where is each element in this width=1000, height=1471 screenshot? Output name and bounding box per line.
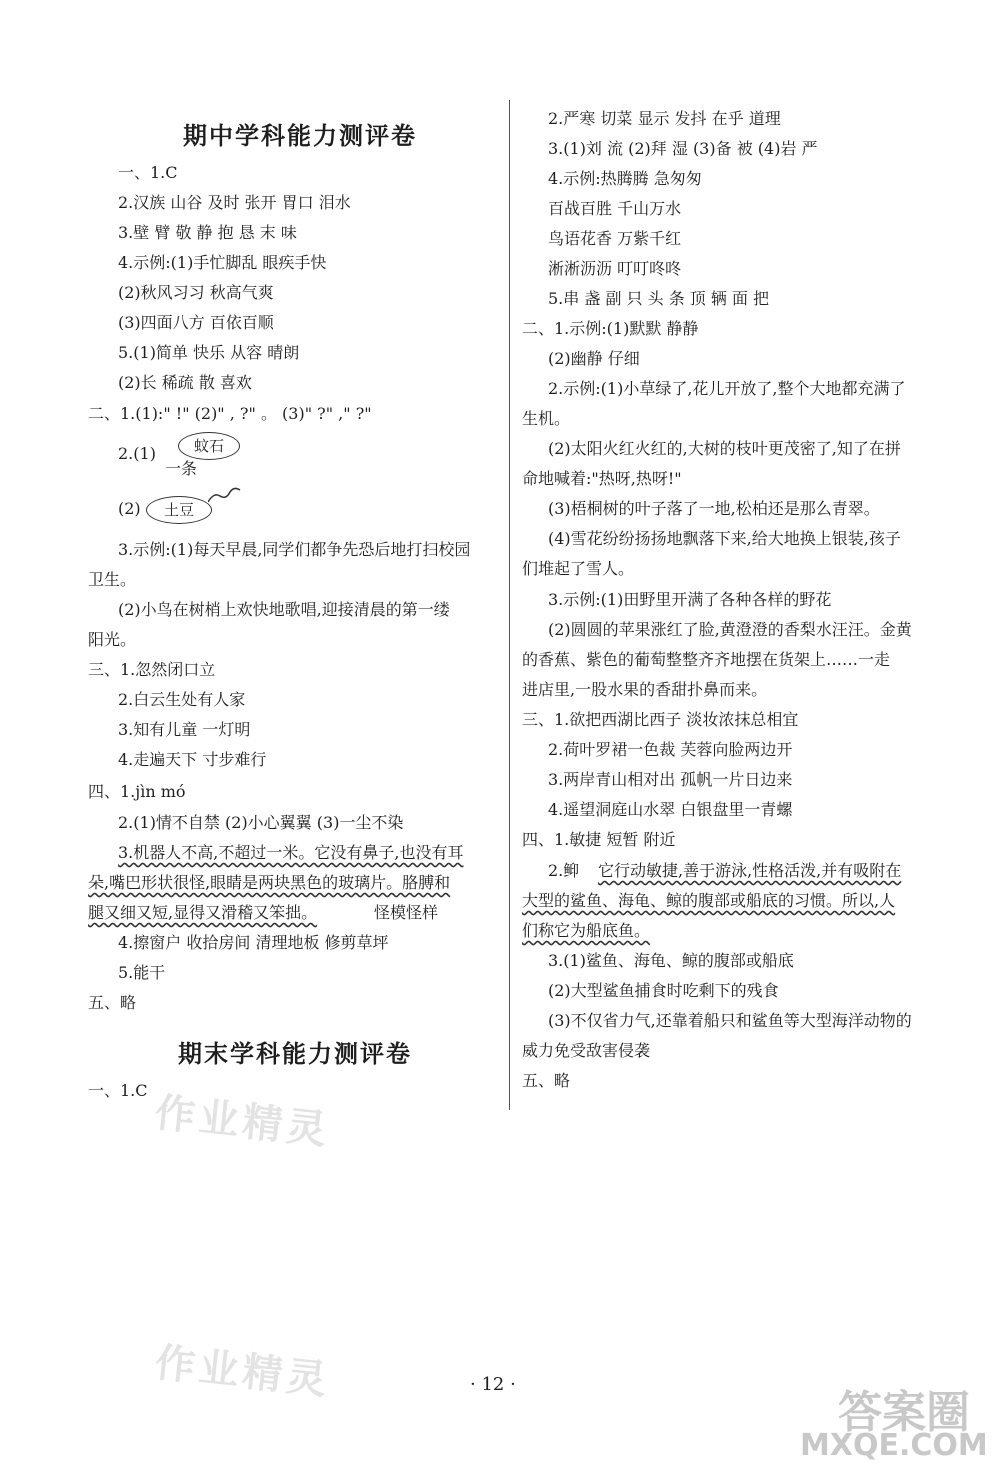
corner-watermark: 答案圈 — [838, 1387, 970, 1438]
answer-line: (2)太阳火红火红的,大树的枝叶更茂密了,知了在拼 — [548, 439, 901, 458]
answer-line: 们堆起了雪人。 — [522, 559, 635, 578]
answer-line: 四、1.jìn mó — [88, 782, 186, 801]
answer-label: (2) — [118, 499, 141, 518]
answer-line: 5.串 盏 副 只 头 条 顶 辆 面 把 — [548, 289, 770, 308]
answer-line: 4.擦窗户 收拾房间 清理地板 修剪草坪 — [118, 933, 389, 952]
corner-watermark-url: MXQE.COM — [800, 1428, 988, 1463]
answer-line: 怪模怪样 — [374, 903, 439, 922]
answer-line: 2.严寒 切菜 显示 发抖 在乎 道理 — [548, 109, 781, 128]
answer-line: 3.两岸青山相对出 孤帆一片日边来 — [548, 770, 793, 789]
answer-line: 3.(1)鲨鱼、海龟、鲸的腹部或船底 — [548, 951, 794, 970]
answer-line: (2)秋风习习 秋高气爽 — [118, 283, 274, 302]
answer-line: 4.示例:(1)手忙脚乱 眼疾手快 — [118, 253, 327, 272]
answer-line: 二、1.示例:(1)默默 静静 — [522, 319, 699, 338]
answer-line: (2)圆圆的苹果涨红了脸,黄澄澄的香梨水汪汪。金黄 — [548, 620, 912, 639]
midterm-title: 期中学科能力测评卷 — [183, 121, 417, 150]
answer-line: 二、1.(1):" !" (2)" , ?" 。 (3)" ?" ," ?" — [88, 404, 372, 423]
underlined-answer: 腿又细又短,显得又滑稽又笨拙。 — [88, 903, 318, 922]
underlined-answer: 朵,嘴巴形状很怪,眼睛是两块黑色的玻璃片。胳膊和 — [88, 873, 451, 892]
answer-line: 威力免受敌害侵袭 — [522, 1041, 651, 1060]
answer-line: (4)雪花纷纷扬扬地飘落下来,给大地换上银装,孩子 — [548, 529, 901, 548]
word-bubble: 土豆 — [146, 496, 212, 524]
answer-line: (2)幽静 仔细 — [548, 349, 640, 368]
bubble-tail-text: 一条 — [165, 459, 198, 478]
underlined-answer: 它行动敏捷,善于游泳,性格活泼,并有吸附在 — [598, 861, 902, 880]
answer-line: 3.壁 臂 敬 静 抱 恳 末 味 — [118, 223, 297, 242]
answer-line: 一、1.C — [118, 163, 178, 182]
answer-line: 五、略 — [522, 1071, 571, 1090]
answer-line: (2)大型鲨鱼捕食时吃剩下的残食 — [548, 981, 779, 1000]
answer-line: 三、1.忽然闭口立 — [88, 660, 216, 679]
answer-line: 五、略 — [88, 993, 137, 1012]
answer-line: 3.知有儿童 一灯明 — [118, 720, 251, 739]
answer-line: 2.汉族 山谷 及时 张开 胃口 泪水 — [118, 193, 351, 212]
answer-line: 3.示例:(1)田野里开满了各种各样的野花 — [548, 590, 832, 609]
answer-line: 命地喊着:"热呀,热呀!" — [522, 469, 682, 488]
underlined-answer: 3.机器人不高,不超过一米。它没有鼻子,也没有耳 — [118, 843, 464, 862]
answer-line: 百战百胜 千山万水 — [548, 199, 682, 218]
answer-line: 2.䲟 — [548, 861, 580, 880]
answer-line: 2.荷叶罗裙一色裁 芙蓉向脸两边开 — [548, 740, 793, 759]
answer-line: (2)长 稀疏 散 喜欢 — [118, 373, 252, 392]
faint-watermark: 作业精灵 — [152, 1088, 333, 1155]
answer-line: 生机。 — [522, 409, 571, 428]
underlined-answer: 们称它为船底鱼。 — [522, 921, 651, 940]
answer-line: 4.示例:热腾腾 急匆匆 — [548, 169, 702, 188]
answer-line: 的香蕉、紫色的葡萄整整齐齐地摆在货架上……一走 — [522, 650, 891, 669]
answer-line: 3.示例:(1)每天早晨,同学们都争先恐后地打扫校园 — [118, 540, 471, 559]
faint-watermark: 作业精灵 — [152, 1338, 333, 1405]
answer-line: (3)不仅省力气,还靠着船只和鲨鱼等大型海洋动物的 — [548, 1011, 912, 1030]
answer-line: 3.(1)刘 流 (2)拜 湿 (3)备 被 (4)岩 严 — [548, 139, 818, 158]
page-number: · 12 · — [470, 1374, 516, 1395]
answer-line: (3)梧桐树的叶子落了一地,松柏还是那么青翠。 — [548, 499, 880, 518]
answer-line: 进店里,一股水果的香甜扑鼻而来。 — [522, 680, 768, 699]
answer-line: 4.遥望洞庭山水翠 白银盘里一青螺 — [548, 800, 793, 819]
answer-line: 2.(1)情不自禁 (2)小心翼翼 (3)一尘不染 — [118, 813, 404, 832]
answer-line: 三、1.欲把西湖比西子 淡妆浓抹总相宜 — [522, 710, 799, 729]
answer-label: 2.(1) — [118, 444, 156, 463]
answer-line: 5.能干 — [118, 963, 166, 982]
answer-line: 2.示例:(1)小草绿了,花儿开放了,整个大地都充满了 — [548, 379, 906, 398]
answer-line: (3)四面八方 百依百顺 — [118, 313, 274, 332]
word-bubble: 蚊石 — [178, 432, 240, 460]
answer-line: 淅淅沥沥 叮叮咚咚 — [548, 259, 682, 278]
answer-line: 一、1.C — [88, 1081, 148, 1100]
column-divider — [509, 100, 510, 1110]
vine-squiggle-icon — [208, 486, 242, 506]
final-exam-title: 期末学科能力测评卷 — [178, 1039, 412, 1068]
answer-line: 4.走遍天下 寸步难行 — [118, 750, 267, 769]
answer-line: 卫生。 — [88, 570, 137, 589]
answer-line: 鸟语花香 万紫千红 — [548, 229, 682, 248]
answer-line: (2)小鸟在树梢上欢快地歌唱,迎接清晨的第一缕 — [118, 600, 450, 619]
answer-line: 5.(1)简单 快乐 从容 晴朗 — [118, 343, 300, 362]
answer-line: 四、1.敏捷 短暂 附近 — [522, 830, 676, 849]
underlined-answer: 大型的鲨鱼、海龟、鲸的腹部或船底的习惯。所以,人 — [522, 891, 896, 910]
answer-line: 阳光。 — [88, 630, 137, 649]
answer-line: 2.白云生处有人家 — [118, 690, 246, 709]
